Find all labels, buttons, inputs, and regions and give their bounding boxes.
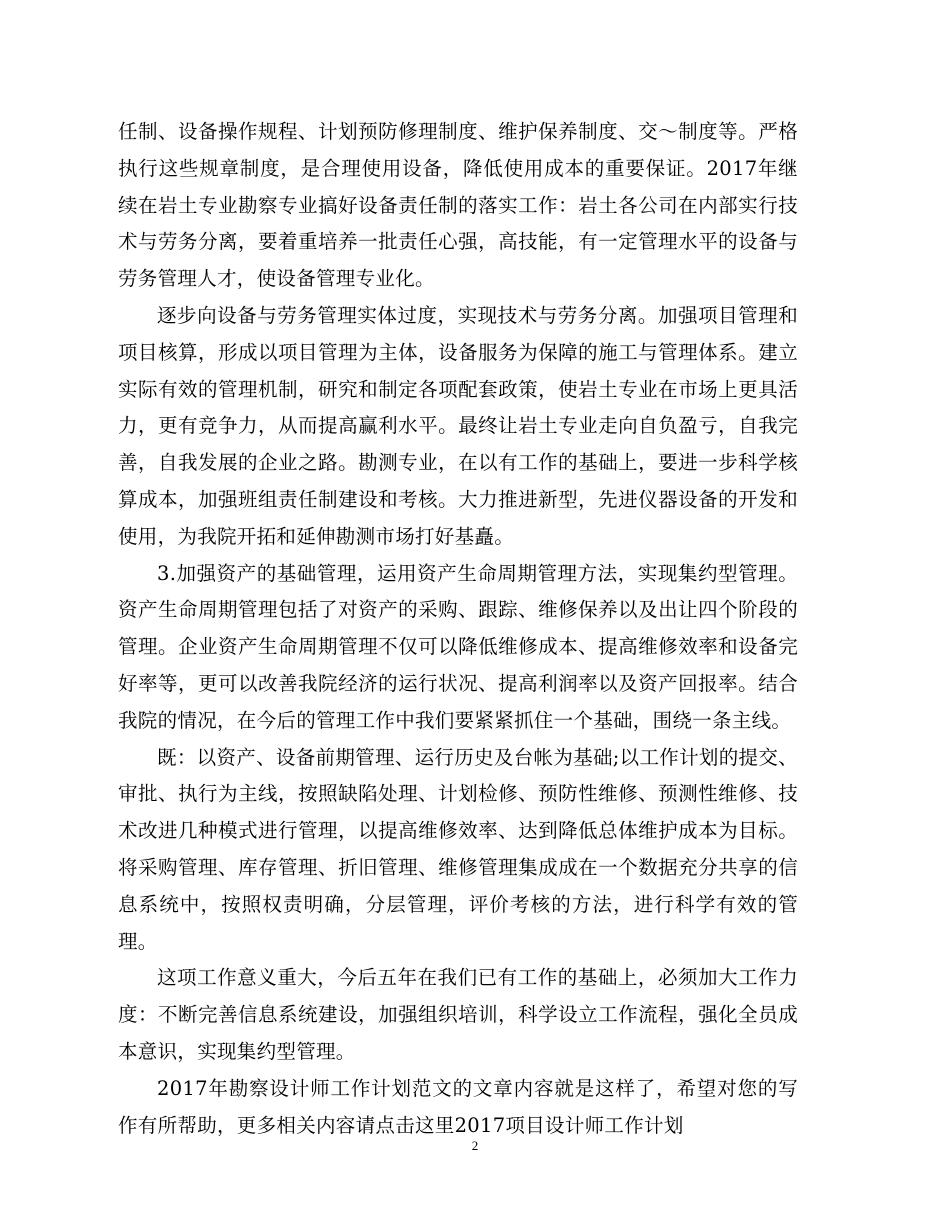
paragraph-continuation: 任制、设备操作规程、计划预防修理制度、维护保养制度、交～制度等。严格执行这些规章制度，是合理使用设备，降低使用成本的重要保证。2017年继续在岩土专业勘察专业搞好设备责任制的落实工作：岩土各公司在内部实行技术与劳务分离，要着重培养一批责任心强，高技能，有一定管理水平的设备与劳务管理人才，使设备管理专业化。 xyxy=(118,120,798,291)
paragraph: 既：以资产、设备前期管理、运行历史及台帐为基础;以工作计划的提交、审批、执行为主线，按照缺陷处理、计划检修、预防性维修、预测性维修、技术改进几种模式进行管理，以提高维修效率、达到降低总体维护成本为目标。将采购管理、库存管理、折旧管理、维修管理集成成在一个数据充分共享的信息系统中，按照权责明确，分层管理，评价考核的方法，进行科学有效的管理。 xyxy=(118,745,798,953)
paragraph: 这项工作意义重大，今后五年在我们已有工作的基础上，必须加大工作力度：不断完善信息系统建设，加强组织培训，科学设立工作流程，强化全员成本意识，实现集约型管理。 xyxy=(118,966,798,1063)
paragraph: 3.加强资产的基础管理，运用资产生命周期管理方法，实现集约型管理。资产生命周期管理包括了对资产的采购、跟踪、维修保养以及出让四个阶段的管理。企业资产生命周期管理不仅可以降低维修成本、提高维修效率和设备完好率等，更可以改善我院经济的运行状况、提高利润率以及资产回报率。结合我院的情况，在今后的管理工作中我们要紧紧抓住一个基础，围绕一条主线。 xyxy=(118,561,798,732)
document-body xyxy=(118,114,798,1144)
page-number: 2 xyxy=(471,1138,479,1153)
paragraph: 逐步向设备与劳务管理实体过度，实现技术与劳务分离。加强项目管理和项目核算，形成以项目管理为主体，设备服务为保障的施工与管理体系。建立实际有效的管理机制，研究和制定各项配套政策，使岩土专业在市场上更具活力，更有竞争力，从而提高赢利水平。最终让岩土专业走向自负盈亏，自我完善，自我发展的企业之路。勘测专业，在以有工作的基础上，要进一步科学核算成本，加强班组责任制建设和考核。大力推进新型，先进仪器设备的开发和使用，为我院开拓和延伸勘测市场打好基矗。 xyxy=(118,303,798,548)
paragraph-closing: 2017年勘察设计师工作计划范文的文章内容就是这样了，希望对您的写作有所帮助，更多相关内容请点击这里2017项目设计师工作计划 xyxy=(118,1076,798,1137)
